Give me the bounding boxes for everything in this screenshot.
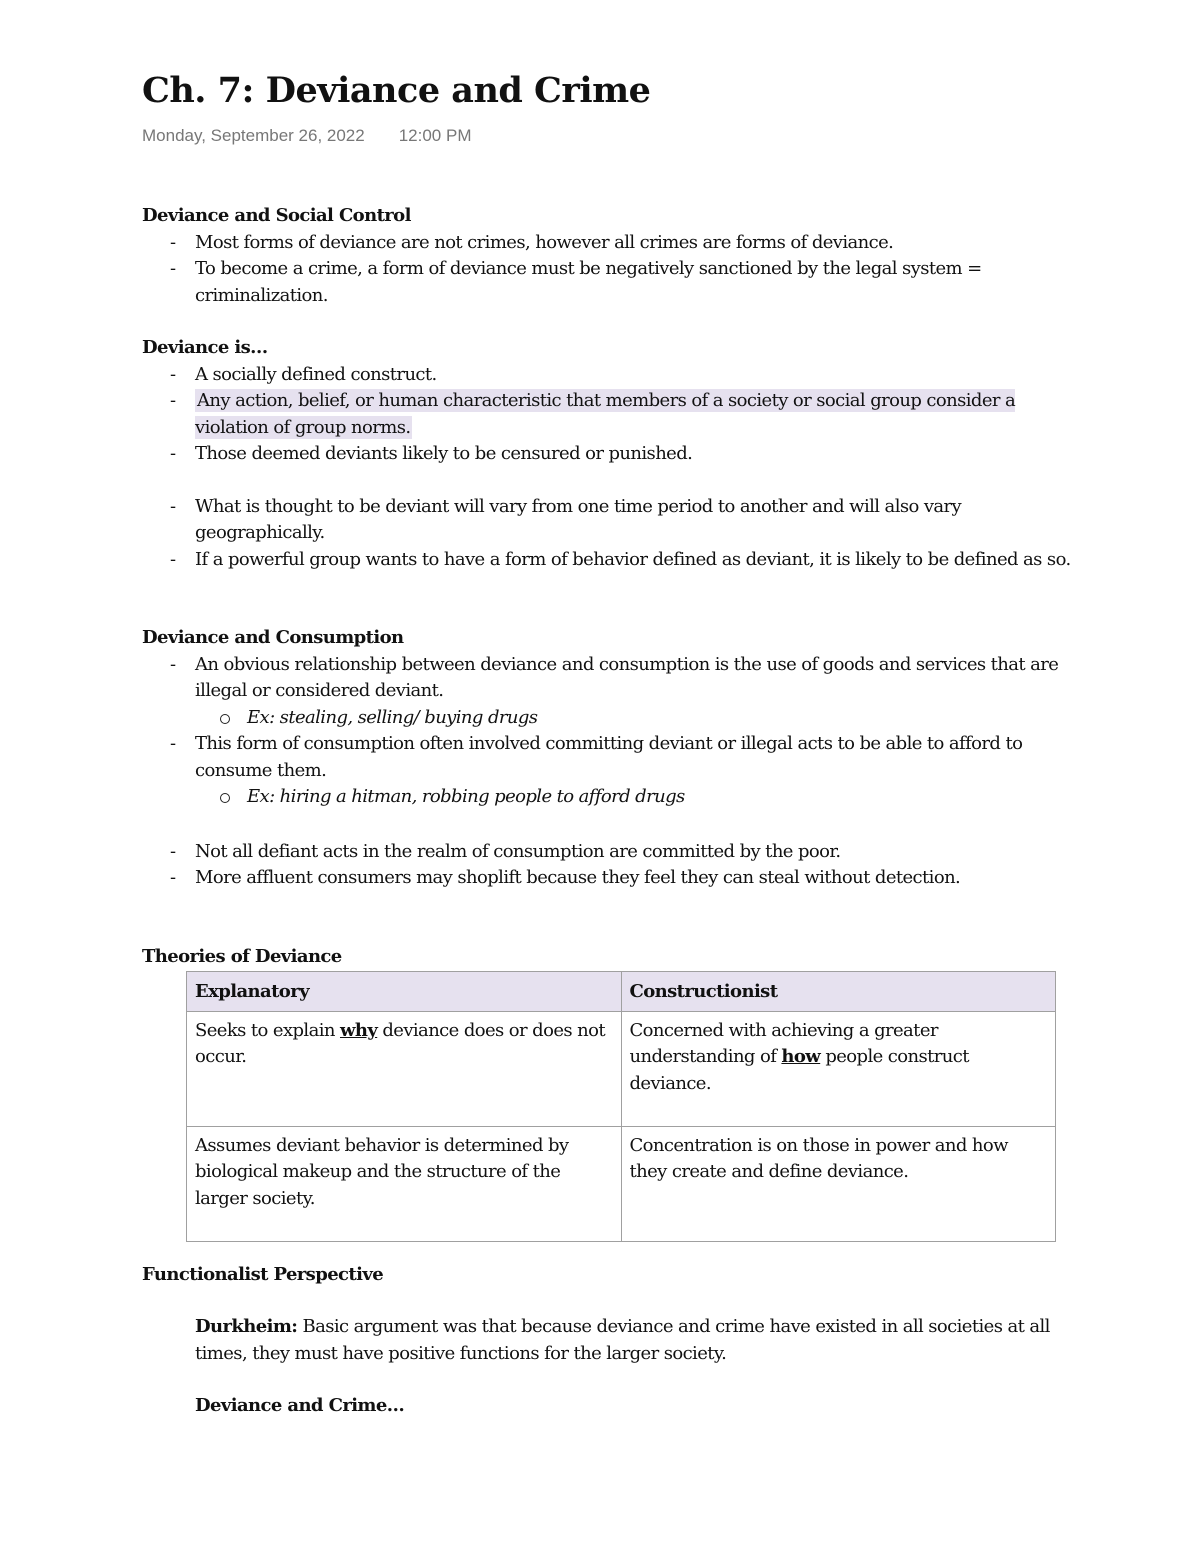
list-item: - Most forms of deviance are not crimes, however all crimes are forms of deviance. [142, 230, 1072, 257]
sub-list-item: Ex: hiring a hitman, robbing people to afford drugs [142, 784, 1072, 811]
note-body [142, 203, 1072, 1420]
table-cell: Seeks to explain why deviance does or does not occur. [187, 1011, 622, 1126]
social-control-list [142, 230, 1072, 310]
list-item: - Those deemed deviants likely to be censured or punished. [142, 441, 1072, 468]
durkheim-paragraph [142, 1314, 1072, 1367]
section-heading-consumption: Deviance and Consumption [142, 627, 404, 648]
page-title: Ch. 7: Deviance and Crime [142, 70, 651, 111]
emphasis-how: how [781, 1046, 821, 1067]
table-row [187, 1011, 1056, 1126]
table-header-explanatory: Explanatory [187, 972, 622, 1012]
consumption-list [142, 652, 1072, 811]
note-date: Monday, September 26, 2022 [142, 126, 365, 145]
note-time: 12:00 PM [398, 126, 472, 145]
section-heading-theories: Theories of Deviance [142, 945, 342, 967]
deviance-is-list [142, 362, 1072, 468]
durkheim-label: Durkheim: [195, 1316, 298, 1337]
theories-table [186, 971, 1056, 1242]
list-item-highlighted [142, 388, 1072, 441]
table-header-constructionist: Constructionist [621, 972, 1056, 1012]
consumption-list-continued [142, 839, 1072, 892]
table-header-row [187, 972, 1056, 1012]
list-item: - More affluent consumers may shoplift because they feel they can steal without detection. [142, 865, 1072, 892]
table-row [187, 1126, 1056, 1241]
table-cell: Assumes deviant behavior is determined by biological makeup and the structure of the larger society. [187, 1126, 622, 1241]
note-timestamp [142, 126, 471, 146]
table-cell: Concentration is on those in power and how they create and define deviance. [621, 1126, 1056, 1241]
table-cell: Concerned with achieving a greater understanding of how people construct deviance. [621, 1011, 1056, 1126]
section-heading-deviance-is: Deviance is… [142, 337, 268, 358]
section-heading-functionalist: Functionalist Perspective [142, 1263, 384, 1285]
emphasis-why: why [339, 1019, 378, 1041]
durkheim-text: Basic argument was that because deviance and crime have existed in all societies at all times, they must have positive functions for the larger society. [195, 1316, 1050, 1364]
list-item: - An obvious relationship between deviance and consumption is the use of goods and services that are illegal or considered deviant. [142, 652, 1072, 705]
list-item: - To become a crime, a form of deviance must be negatively sanctioned by the legal system = criminalization. [142, 256, 1072, 309]
sub-list-item: Ex: stealing, selling/ buying drugs [142, 705, 1072, 732]
list-item: - If a powerful group wants to have a form of behavior defined as deviant, it is likely to be defined as so. [142, 547, 1072, 574]
section-heading-social-control: Deviance and Social Control [142, 205, 411, 226]
list-item: - Not all defiant acts in the realm of consumption are committed by the poor. [142, 839, 1072, 866]
list-item: - A socially defined construct. [142, 362, 1072, 389]
deviance-is-list-continued [142, 494, 1072, 574]
highlighted-text: Any action, belief, or human characteristic that members of a society or social group consider a violation of group norms. [195, 390, 1016, 438]
list-item: - This form of consumption often involved committing deviant or illegal acts to be able to afford to consume them. [142, 731, 1072, 784]
subheading-deviance-and-crime: Deviance and Crime… [195, 1395, 405, 1416]
list-item: - What is thought to be deviant will vary from one time period to another and will also vary geographically. [142, 494, 1072, 547]
